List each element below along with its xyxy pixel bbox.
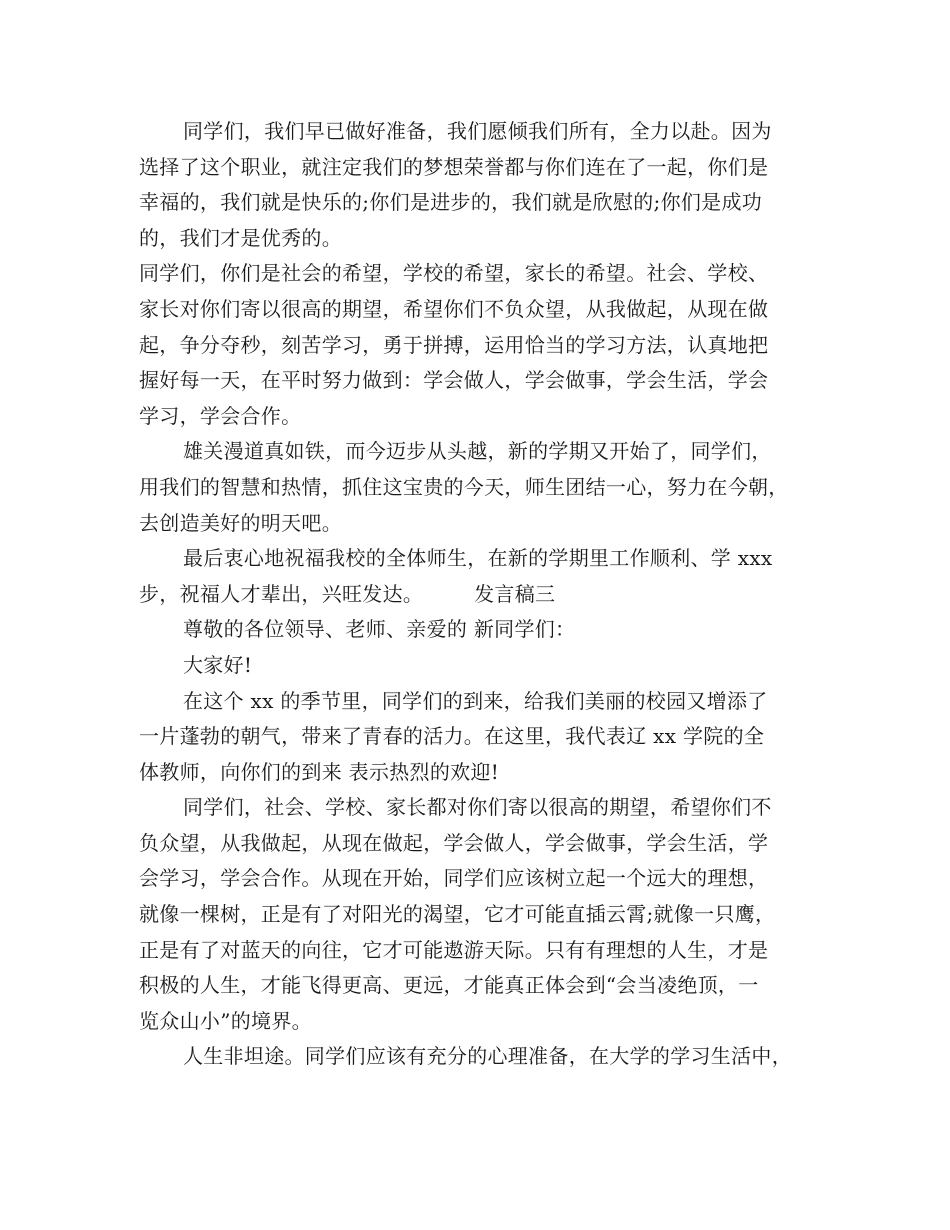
text-line: 负众望，从我做起，从现在做起，学会做人，学会做事，学会生活，学 <box>139 830 769 855</box>
text-line: 起，争分夺秒，刻苦学习，勇于拼搏，运用恰当的学习方法，认真地把 <box>139 332 769 357</box>
document-body <box>139 114 819 1075</box>
text-line: 同学们，社会、学校、家长都对你们寄以很高的期望，希望你们不 <box>183 795 772 820</box>
text-line: 正是有了对蓝天的向往，它才可能遨游天际。只有有理想的人生，才是 <box>139 937 769 962</box>
text-line: 用我们的智慧和热情，抓住这宝贵的今天，师生团结一心，努力在今朝， <box>139 474 789 499</box>
text-line: 览众山小”的境界。 <box>139 1008 312 1033</box>
text-line: 人生非坦途。同学们应该有充分的心理准备，在大学的学习生活中， <box>183 1044 792 1069</box>
text-line: 大家好! <box>183 652 253 677</box>
text-line: 最后衷心地祝福我校的全体师生，在新的学期里工作顺利、学 xxx <box>183 546 773 571</box>
text-line: 同学们，我们早已做好准备，我们愿倾我们所有，全力以赴。因为 <box>183 119 772 143</box>
text-line: 学习，学会合作。 <box>139 403 302 428</box>
text-line: 的，我们才是优秀的。 <box>139 225 342 250</box>
text-line: 体教师，向你们的到来 表示热烈的欢迎! <box>139 759 500 784</box>
text-line: 同学们，你们是社会的希望，学校的希望，家长的希望。社会、学校、 <box>139 261 769 286</box>
text-line: 家长对你们寄以很高的期望，希望你们不负众望，从我做起，从现在做 <box>139 296 769 321</box>
text-line: 就像一棵树，正是有了对阳光的渴望，它才可能直插云霄;就像一只鹰， <box>139 902 776 927</box>
text-line: 去创造美好的明天吧。 <box>139 510 342 535</box>
text-line: 握好每一天，在平时努力做到：学会做人，学会做事，学会生活，学会 <box>139 368 769 393</box>
text-line: 步，祝福人才辈出，兴旺发达。 发言稿三 <box>139 581 556 606</box>
text-line: 会学习，学会合作。从现在开始，同学们应该树立起一个远大的理想， <box>139 866 769 891</box>
text-line: 尊敬的各位领导、老师、亲爱的 新同学们： <box>183 617 576 642</box>
text-line: 幸福的，我们就是快乐的;你们是进步的，我们就是欣慰的;你们是成功 <box>139 190 763 215</box>
text-line: 雄关漫道真如铁，而今迈步从头越，新的学期又开始了，同学们， <box>183 439 772 464</box>
text-line: 在这个 xx 的季节里，同学们的到来，给我们美丽的校园又增添了 <box>183 688 768 713</box>
text-line: 选择了这个职业，就注定我们的梦想荣誉都与你们连在了一起，你们是 <box>139 154 769 179</box>
text-line: 一片蓬勃的朝气，带来了青春的活力。在这里，我代表辽 xx 学院的全 <box>139 724 765 749</box>
text-line: 积极的人生，才能飞得更高、更远，才能真正体会到“会当凌绝顶，一 <box>139 973 759 998</box>
